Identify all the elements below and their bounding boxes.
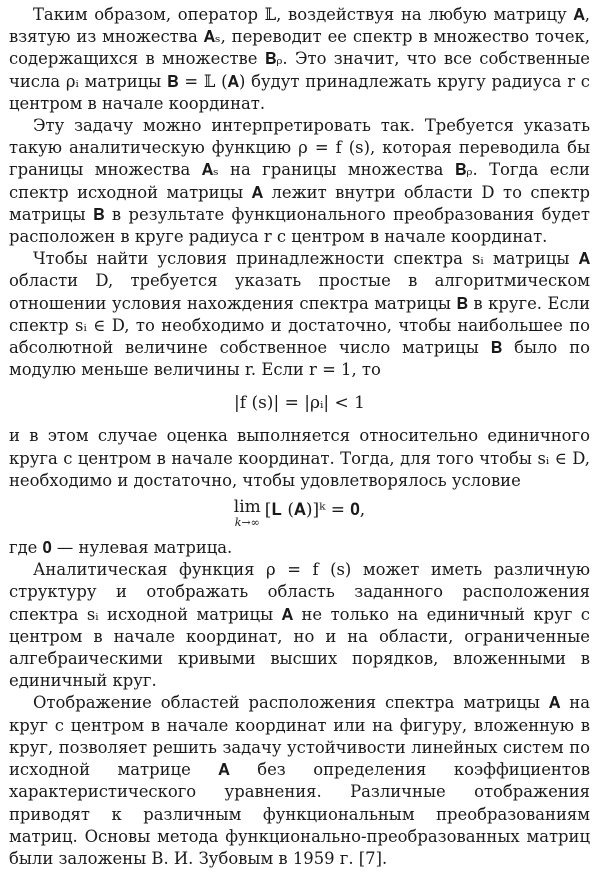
limit-expression: [𝐋 (𝐀)]ᵏ = 𝟎, [264, 500, 366, 521]
limit-subscript: k→∞ [234, 516, 260, 530]
paragraph-2: Эту задачу можно интерпретировать так. Требуется указать такую аналитическую функцию ρ = f (s), которая переводила бы границы множества 𝐀ₛ на границы множества 𝐁ᵨ. Тогда если спектр исходной матрицы 𝐀 лежит внутри области D то спектр матрицы 𝐁 в результате функционального преобразования будет расположен в круге радиуса r с центром в начале координат. [9, 116, 590, 247]
paragraph-5: где 𝟎 — нулевая матрица. [9, 538, 233, 558]
limit-operator [234, 498, 261, 529]
formula-limit [9, 498, 590, 529]
paragraph-6: Аналитическая функция ρ = f (s) может иметь различную структуру и отображать область заданного расположения спектра sᵢ исходной матрицы 𝐀 не только на единичный круг с центром в начале координат, но и на области, ограниченные алгебраическими кривыми высших порядков, вложенными в единичный круг. [9, 560, 590, 691]
paragraph-4: и в этом случае оценка выполняется относительно единичного круга с центром в начале координат. Тогда, для того чтобы sᵢ ∈ D, необходимо и достаточно, чтобы удовлетворялось условие [9, 426, 590, 490]
paragraph-1: Таким образом, оператор 𝕃, воздействуя на любую матрицу 𝐀, взятую из множества 𝐀ₛ, переводит ее спектр в множество точек, содержащихся в множестве 𝐁ᵨ. Это значит, что все собственные числа ρᵢ матрицы 𝐁 = 𝕃 (𝐀) будут принадлежать кругу радиуса r с центром в начале координат. [9, 5, 590, 113]
formula-modulus: |f (s)| = |ρᵢ| < 1 [234, 393, 365, 414]
paragraph-3: Чтобы найти условия принадлежности спектра sᵢ матрицы 𝐀 области D, требуется указать простые в алгоритмическом отношении условия нахождения спектра матрицы 𝐁 в круге. Если спектр sᵢ ∈ D, то необходимо и достаточно, чтобы наибольшее по абсолютной величине собственное число матрицы 𝐁 было по модулю меньше величины r. Если r = 1, то [9, 249, 590, 380]
limit-word: lim [233, 497, 261, 518]
paragraph-7: Отображение областей расположения спектра матрицы 𝐀 на круг с центром в начале координат или на фигуру, вложенную в круг, позволяет решить задачу устойчивости линейных систем по исходной матрице 𝐀 без определения коэффициентов характеристического уравнения. Различные отображения приводят к различным функциональным преобразованиям матриц. Основы метода функционально-преобразованных матриц были заложены В. И. Зубовым в 1959 г. [7]. [9, 693, 590, 868]
